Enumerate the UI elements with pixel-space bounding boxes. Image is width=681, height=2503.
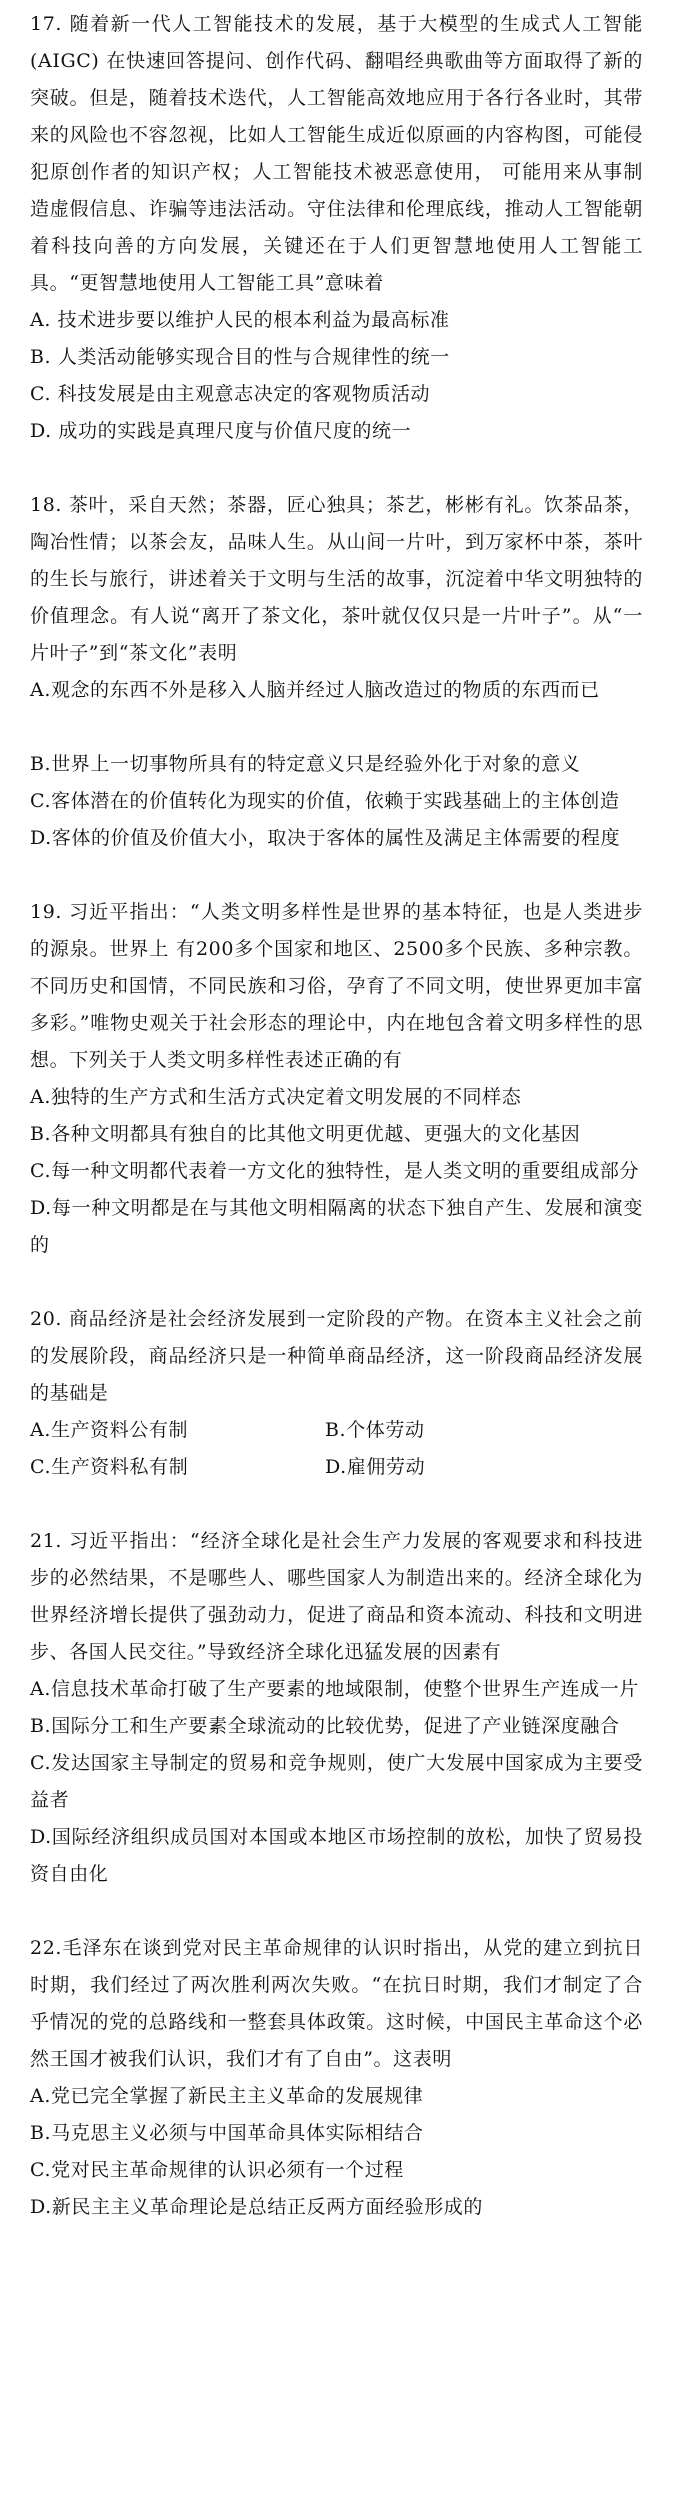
options-grid	[30, 1412, 643, 1486]
spacer	[30, 1264, 643, 1301]
question-20	[30, 1301, 643, 1486]
question-19	[30, 894, 643, 1264]
option-c: C.客体潜在的价值转化为现实的价值，依赖于实践基础上的主体创造	[30, 790, 620, 812]
question-stem: 19. 习近平指出：“人类文明多样性是世界的基本特征，也是人类进步的源泉。世界上 有200多个国家和地区、2500多个民族、多种宗教。不同历史和国情，不同民族和习俗，孕育了不同文明，使世界更加丰富多彩。”唯物史观关于社会形态的理论中，内在地包含着文明多样性的思想。下列关于人类文明多样性表述正确的有	[30, 901, 643, 1071]
spacer	[30, 857, 643, 894]
option-b: B.世界上一切事物所具有的特定意义只是经验外化于对象的意义	[30, 753, 581, 775]
option-b: B.个体劳动	[325, 1419, 425, 1441]
option-c: C. 科技发展是由主观意志决定的客观物质活动	[30, 383, 431, 405]
option-a: A.独特的生产方式和生活方式决定着文明发展的不同样态	[30, 1086, 522, 1108]
spacer	[30, 450, 643, 487]
option-b: B.国际分工和生产要素全球流动的比较优势，促进了产业链深度融合	[30, 1715, 620, 1737]
option-d: D.雇佣劳动	[325, 1456, 426, 1478]
question-stem: 22.毛泽东在谈到党对民主革命规律的认识时指出，从党的建立到抗日时期，我们经过了两次胜利两次失败。“在抗日时期，我们才制定了合乎情况的党的总路线和一整套具体政策。这时候，中国民主革命这个必然王国才被我们认识，我们才有了自由”。这表明	[30, 1937, 643, 2070]
option-d: D.国际经济组织成员国对本国或本地区市场控制的放松，加快了贸易投资自由化	[30, 1826, 643, 1885]
option-c: C.发达国家主导制定的贸易和竞争规则，使广大发展中国家成为主要受益者	[30, 1752, 643, 1811]
question-17	[30, 6, 643, 450]
question-stem: 21. 习近平指出：“经济全球化是社会生产力发展的客观要求和科技进步的必然结果，不是哪些人、哪些国家人为制造出来的。经济全球化为世界经济增长提供了强劲动力，促进了商品和资本流动、科技和文明进步、各国人民交往。”导致经济全球化迅猛发展的因素有	[30, 1530, 643, 1663]
option-b: B.各种文明都具有独自的比其他文明更优越、更强大的文化基因	[30, 1123, 581, 1145]
option-c: C.生产资料私有制	[30, 1456, 189, 1478]
option-a: A.党已完全掌握了新民主主义革命的发展规律	[30, 2085, 424, 2107]
option-d: D.新民主主义革命理论是总结正反两方面经验形成的	[30, 2196, 483, 2218]
option-a: A.信息技术革命打破了生产要素的地域限制，使整个世界生产连成一片	[30, 1678, 639, 1700]
option-d: D. 成功的实践是真理尺度与价值尺度的统一	[30, 420, 412, 442]
question-22	[30, 1930, 643, 2226]
question-21	[30, 1523, 643, 1893]
question-18	[30, 487, 643, 857]
spacer	[30, 709, 643, 746]
option-d: D.每一种文明都是在与其他文明相隔离的状态下独自产生、发展和演变的	[30, 1197, 643, 1256]
option-a: A. 技术进步要以维护人民的根本利益为最高标准	[30, 309, 450, 331]
option-c: C.每一种文明都代表着一方文化的独特性，是人类文明的重要组成部分	[30, 1160, 640, 1182]
question-stem: 17. 随着新一代人工智能技术的发展，基于大模型的生成式人工智能(AIGC) 在快速回答提问、创作代码、翻唱经典歌曲等方面取得了新的突破。但是，随着技术迭代，人工智能高效地应用于各行各业时，其带来的风险也不容忽视，比如人工智能生成近似原画的内容构图，可能侵犯原创作者的知识产权；人工智能技术被恶意使用， 可能用来从事制造虚假信息、诈骗等违法活动。守住法律和伦理底线，推动人工智能朝着科技向善的方向发展，关键还在于人们更智慧地使用人工智能工具。“更智慧地使用人工智能工具”意味着	[30, 13, 643, 294]
option-b: B.马克思主义必须与中国革命具体实际相结合	[30, 2122, 424, 2144]
option-b: B. 人类活动能够实现合目的性与合规律性的统一	[30, 346, 450, 368]
option-c: C.党对民主革命规律的认识必须有一个过程	[30, 2159, 404, 2181]
spacer	[30, 1486, 643, 1523]
question-stem: 18. 茶叶，采自天然；茶器，匠心独具；茶艺，彬彬有礼。饮茶品茶，陶冶性情；以茶会友，品味人生。从山间一片叶，到万家杯中茶，茶叶的生长与旅行，讲述着关于文明与生活的故事，沉淀着中华文明独特的价值理念。有人说“离开了茶文化，茶叶就仅仅只是一片叶子”。从“一片叶子”到“茶文化”表明	[30, 494, 643, 664]
option-a: A.观念的东西不外是移入人脑并经过人脑改造过的物质的东西而已	[30, 679, 600, 701]
option-a: A.生产资料公有制	[30, 1419, 189, 1441]
option-d: D.客体的价值及价值大小，取决于客体的属性及满足主体需要的程度	[30, 827, 621, 849]
spacer	[30, 1893, 643, 1930]
question-stem: 20. 商品经济是社会经济发展到一定阶段的产物。在资本主义社会之前的发展阶段，商品经济只是一种简单商品经济，这一阶段商品经济发展的基础是	[30, 1308, 643, 1404]
